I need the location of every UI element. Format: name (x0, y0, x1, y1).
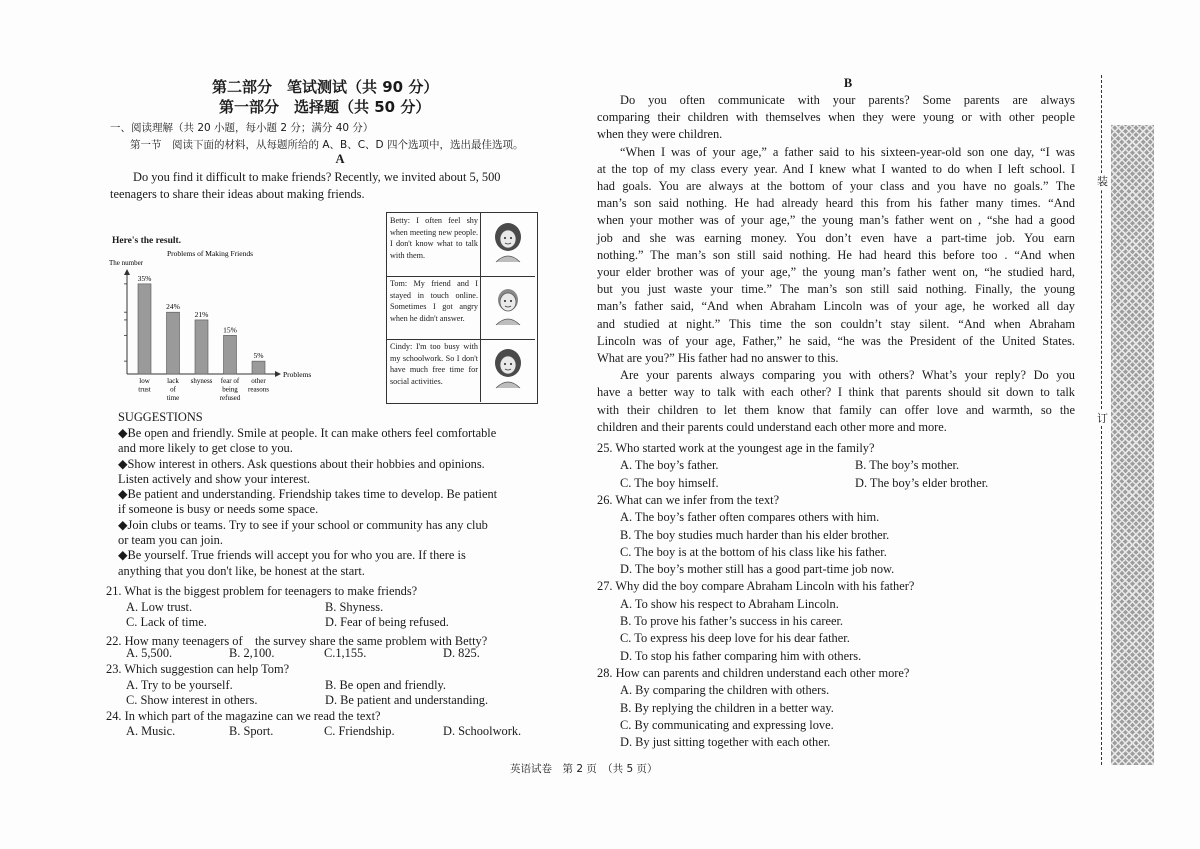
answer-option: C. Show interest in others. (126, 693, 258, 707)
section1-heading: 一、阅读理解（共 20 小题，每小题 2 分；满分 40 分） (110, 122, 374, 134)
binding-char-zhuang: 装 (1097, 175, 1108, 188)
chart-category-label: trust (138, 385, 151, 394)
question-stem: 26. What can we infer from the text? (597, 492, 780, 507)
profile-text: Cindy: I'm too busy with my schoolwork. So I don't have much free time for social activities. (390, 342, 478, 386)
questions-b (597, 441, 1077, 761)
answer-option: A. The boy’s father. (620, 458, 719, 473)
chart-category-label: refused (219, 394, 241, 402)
profile-picture (480, 213, 536, 276)
suggestion-line: ◆Show interest in others. Ask questions about their hobbies and opinions. (118, 456, 485, 471)
chart-value-label: 35% (137, 273, 152, 283)
passage-b-line: man’s father said, “And when Abraham Lincoln was of your age, he worked all day (597, 299, 1075, 314)
chart-category-label: low (139, 377, 150, 385)
question-stem: 21. What is the biggest problem for teenagers to make friends? (106, 584, 418, 598)
question-stem: 25. Who started work at the youngest age in the family? (597, 441, 875, 455)
suggestion-item (118, 426, 528, 457)
question-stem: 24. In which part of the magazine can we read the text? (106, 708, 381, 723)
chart-y-axis-label: The number (109, 259, 144, 267)
question-stem: 23. Which suggestion can help Tom? (106, 662, 290, 676)
suggestion-line: ◆Be yourself. True friends will accept you for who you are. If there is (118, 548, 466, 563)
passage-b-line: your elder brother was of your age,” the young man’s father went on, “he studied hard, (597, 265, 1075, 280)
answer-option: D. 825. (443, 646, 480, 660)
passage-b-line: have a better way to talk with each other? I think that parents should sit down to talk (597, 385, 1075, 400)
boy-avatar-icon (488, 283, 528, 327)
chart-category-label: time (166, 394, 180, 402)
answer-option: D. Be patient and understanding. (325, 693, 489, 707)
chart-bar (195, 320, 208, 374)
answer-option: A. Music. (126, 724, 176, 738)
answer-option: B. The boy studies much harder than his elder brother. (620, 527, 890, 542)
question-stem: 22. How many teenagers of the survey share the same problem with Betty? (106, 633, 488, 648)
passage-b-line: man’s son said nothing. He had already heard this from his father many times. “And (597, 196, 1075, 211)
chart-y-axis-arrow (124, 269, 130, 275)
chart-category-label: other (251, 377, 266, 385)
passage-a-intro-line1: Do you find it difficult to make friends? Recently, we invited about 5, 500 (133, 170, 501, 184)
chart-title: Problems of Making Friends (166, 249, 254, 258)
section1-instruction: 第一节 阅读下面的材料，从每题所给的 A、B、C、D 四个选项中，选出最佳选项。 (130, 139, 524, 151)
suggestion-item (118, 548, 528, 579)
passage-b-line: and studied at night.” This time the son couldn’t stay silent. “And when Abraham (597, 316, 1075, 331)
suggestion-item (118, 487, 528, 518)
question-stem: 28. How can parents and children understand each other more? (597, 665, 910, 680)
answer-option: C. Friendship. (324, 724, 395, 738)
answer-option: B. By replying the children in a better way. (620, 700, 834, 715)
suggestion-line: ◆Be open and friendly. Smile at people. It can make others feel comfortable (118, 426, 497, 440)
chart-category-label: being (222, 385, 238, 394)
answer-option: A. To show his respect to Abraham Lincoln. (620, 596, 839, 611)
suggestions-title: SUGGESTIONS (118, 410, 203, 424)
questions-a (106, 584, 546, 744)
passage-b-line: when they were children. (597, 127, 723, 142)
answer-option: D. Schoolwork. (443, 724, 522, 738)
profiles-box (386, 212, 538, 404)
bar-chart (105, 245, 330, 410)
passage-b-text (597, 92, 1075, 436)
answer-option: D. To stop his father comparing him with others. (620, 648, 862, 663)
chart-bar (224, 335, 237, 374)
profile-picture (480, 339, 536, 402)
passage-b-line: comparing their children with themselves when they were young or with other people (597, 110, 1075, 125)
answer-option: D. The boy’s mother still has a good part-time job now. (620, 562, 895, 577)
suggestions-list (118, 426, 528, 579)
answer-option: B. Be open and friendly. (325, 677, 447, 692)
suggestion-item (118, 457, 528, 488)
answer-option: B. The boy’s mother. (855, 458, 960, 473)
passage-b-line: What are you?” His father had no answer to this. (597, 351, 839, 366)
girl-avatar-icon (488, 346, 528, 390)
answer-option: C. The boy himself. (620, 475, 719, 490)
answer-option: B. To prove his father’s success in his career. (620, 614, 844, 628)
answer-option: C. Lack of time. (126, 615, 207, 629)
passage-b-line: Do you often communicate with your parents? Some parents are always (620, 93, 1075, 107)
answer-option: A. 5,500. (126, 646, 173, 660)
suggestion-item (118, 518, 528, 549)
chart-category-label: reasons (248, 385, 269, 394)
suggestion-line: if someone is busy or needs some space. (118, 502, 319, 517)
chart-value-label: 21% (194, 309, 209, 319)
suggestion-line: anything that you don't like, be honest at the start. (118, 563, 365, 578)
answer-option: C. By communicating and expressing love. (620, 717, 834, 732)
chart-value-label: 24% (166, 302, 180, 312)
answer-option: D. The boy’s elder brother. (855, 475, 989, 490)
chart-category-label: fear of (220, 377, 240, 385)
passage-b-line: “When I was of your age,” a father said to his sixteen-year-old son one day, “I was (620, 144, 1075, 159)
answer-option: A. By comparing the children with others. (620, 683, 830, 698)
answer-option: B. Sport. (229, 724, 274, 738)
answer-option: D. By just sitting together with each other. (620, 735, 831, 750)
chart-value-label: 5% (253, 351, 264, 361)
profile-picture (480, 276, 536, 339)
profile-text: Betty: I often feel shy when meeting new people. I don't know what to talk with them. (390, 216, 478, 260)
binding-char-ding: 订 (1097, 412, 1108, 425)
passage-b-label: B (843, 76, 853, 90)
suggestion-line: ◆Join clubs or teams. Try to see if your school or community has any club (118, 517, 488, 532)
suggestion-line: or team you can join. (118, 533, 223, 548)
suggestion-line: ◆Be patient and understanding. Friendship takes time to develop. Be patient (118, 487, 498, 502)
chart-category-label: shyness (190, 377, 213, 385)
question-stem: 27. Why did the boy compare Abraham Lincoln with his father? (597, 579, 915, 594)
suggestion-line: and more likely to get close to you. (118, 441, 293, 456)
chart-x-axis-arrow (275, 371, 281, 377)
answer-option: B. 2,100. (229, 646, 275, 660)
page-footer: 英语试卷 第 2 页 （共 5 页） (510, 763, 658, 775)
profile-text: Tom: My friend and I stayed in touch online. Sometimes I got angry when he didn't answer. (390, 279, 478, 323)
passage-b-line: when your mother was of your age,” the young man’s father went on , “she had a good (597, 213, 1075, 228)
result-label: Here's the result. (112, 236, 182, 246)
passage-b-line: with their children to let them know that family can offer love and warmth, so the (597, 402, 1075, 417)
passage-b-line: Lincoln was of your age, Father,” he said, “he was the President of the United States. (597, 333, 1075, 348)
chart-category-label: of (170, 385, 176, 394)
answer-option: A. The boy’s father often compares others with him. (620, 510, 880, 525)
hatched-margin-strip (1111, 125, 1154, 765)
chart-bar (252, 361, 265, 374)
answer-option: A. Low trust. (126, 599, 193, 614)
part2-title: 第二部分 笔试测试（共 90 分） (212, 78, 439, 96)
passage-b-line: nothing.” The man’s son still said nothing. He had heard this before too . “And when (597, 247, 1075, 262)
answer-option: B. Shyness. (325, 599, 384, 614)
passage-a-label: A (335, 152, 345, 166)
passage-b-line: Are your parents always comparing you with others? What’s your reply? Do you (620, 368, 1075, 383)
passage-b-line: job and she was earning money. You don’t even have a part-time job. You earn (597, 230, 1075, 245)
passage-a-intro-line2: teenagers to share their ideas about making friends. (110, 187, 365, 201)
part1-title: 第一部分 选择题（共 50 分） (219, 98, 431, 116)
chart-value-label: 15% (223, 325, 237, 335)
answer-option: C.1,155. (324, 646, 367, 660)
answer-option: C. The boy is at the bottom of his class like his father. (620, 544, 887, 559)
chart-bar (138, 284, 151, 374)
passage-b-line: had goals. You are always at the bottom of your class and you have no goals.” The (597, 179, 1075, 194)
suggestion-line: Listen actively and show your interest. (118, 471, 311, 486)
passage-b-line: children and their parents could understand each other more and more. (597, 419, 947, 434)
chart-bar (167, 312, 180, 374)
girl-avatar-icon (488, 220, 528, 264)
answer-option: D. Fear of being refused. (325, 615, 449, 629)
answer-option: C. To express his deep love for his dear father. (620, 631, 850, 646)
passage-b-line: but you just waste your time.” The man’s son still said nothing. Finally, the young (597, 282, 1075, 297)
passage-b-line: at the top of my class every year. And I knew what I wanted to do when I left school. I (597, 161, 1075, 176)
chart-x-axis-label: Problems (283, 370, 312, 379)
chart-category-label: lack (167, 377, 179, 385)
answer-option: A. Try to be yourself. (126, 677, 233, 692)
